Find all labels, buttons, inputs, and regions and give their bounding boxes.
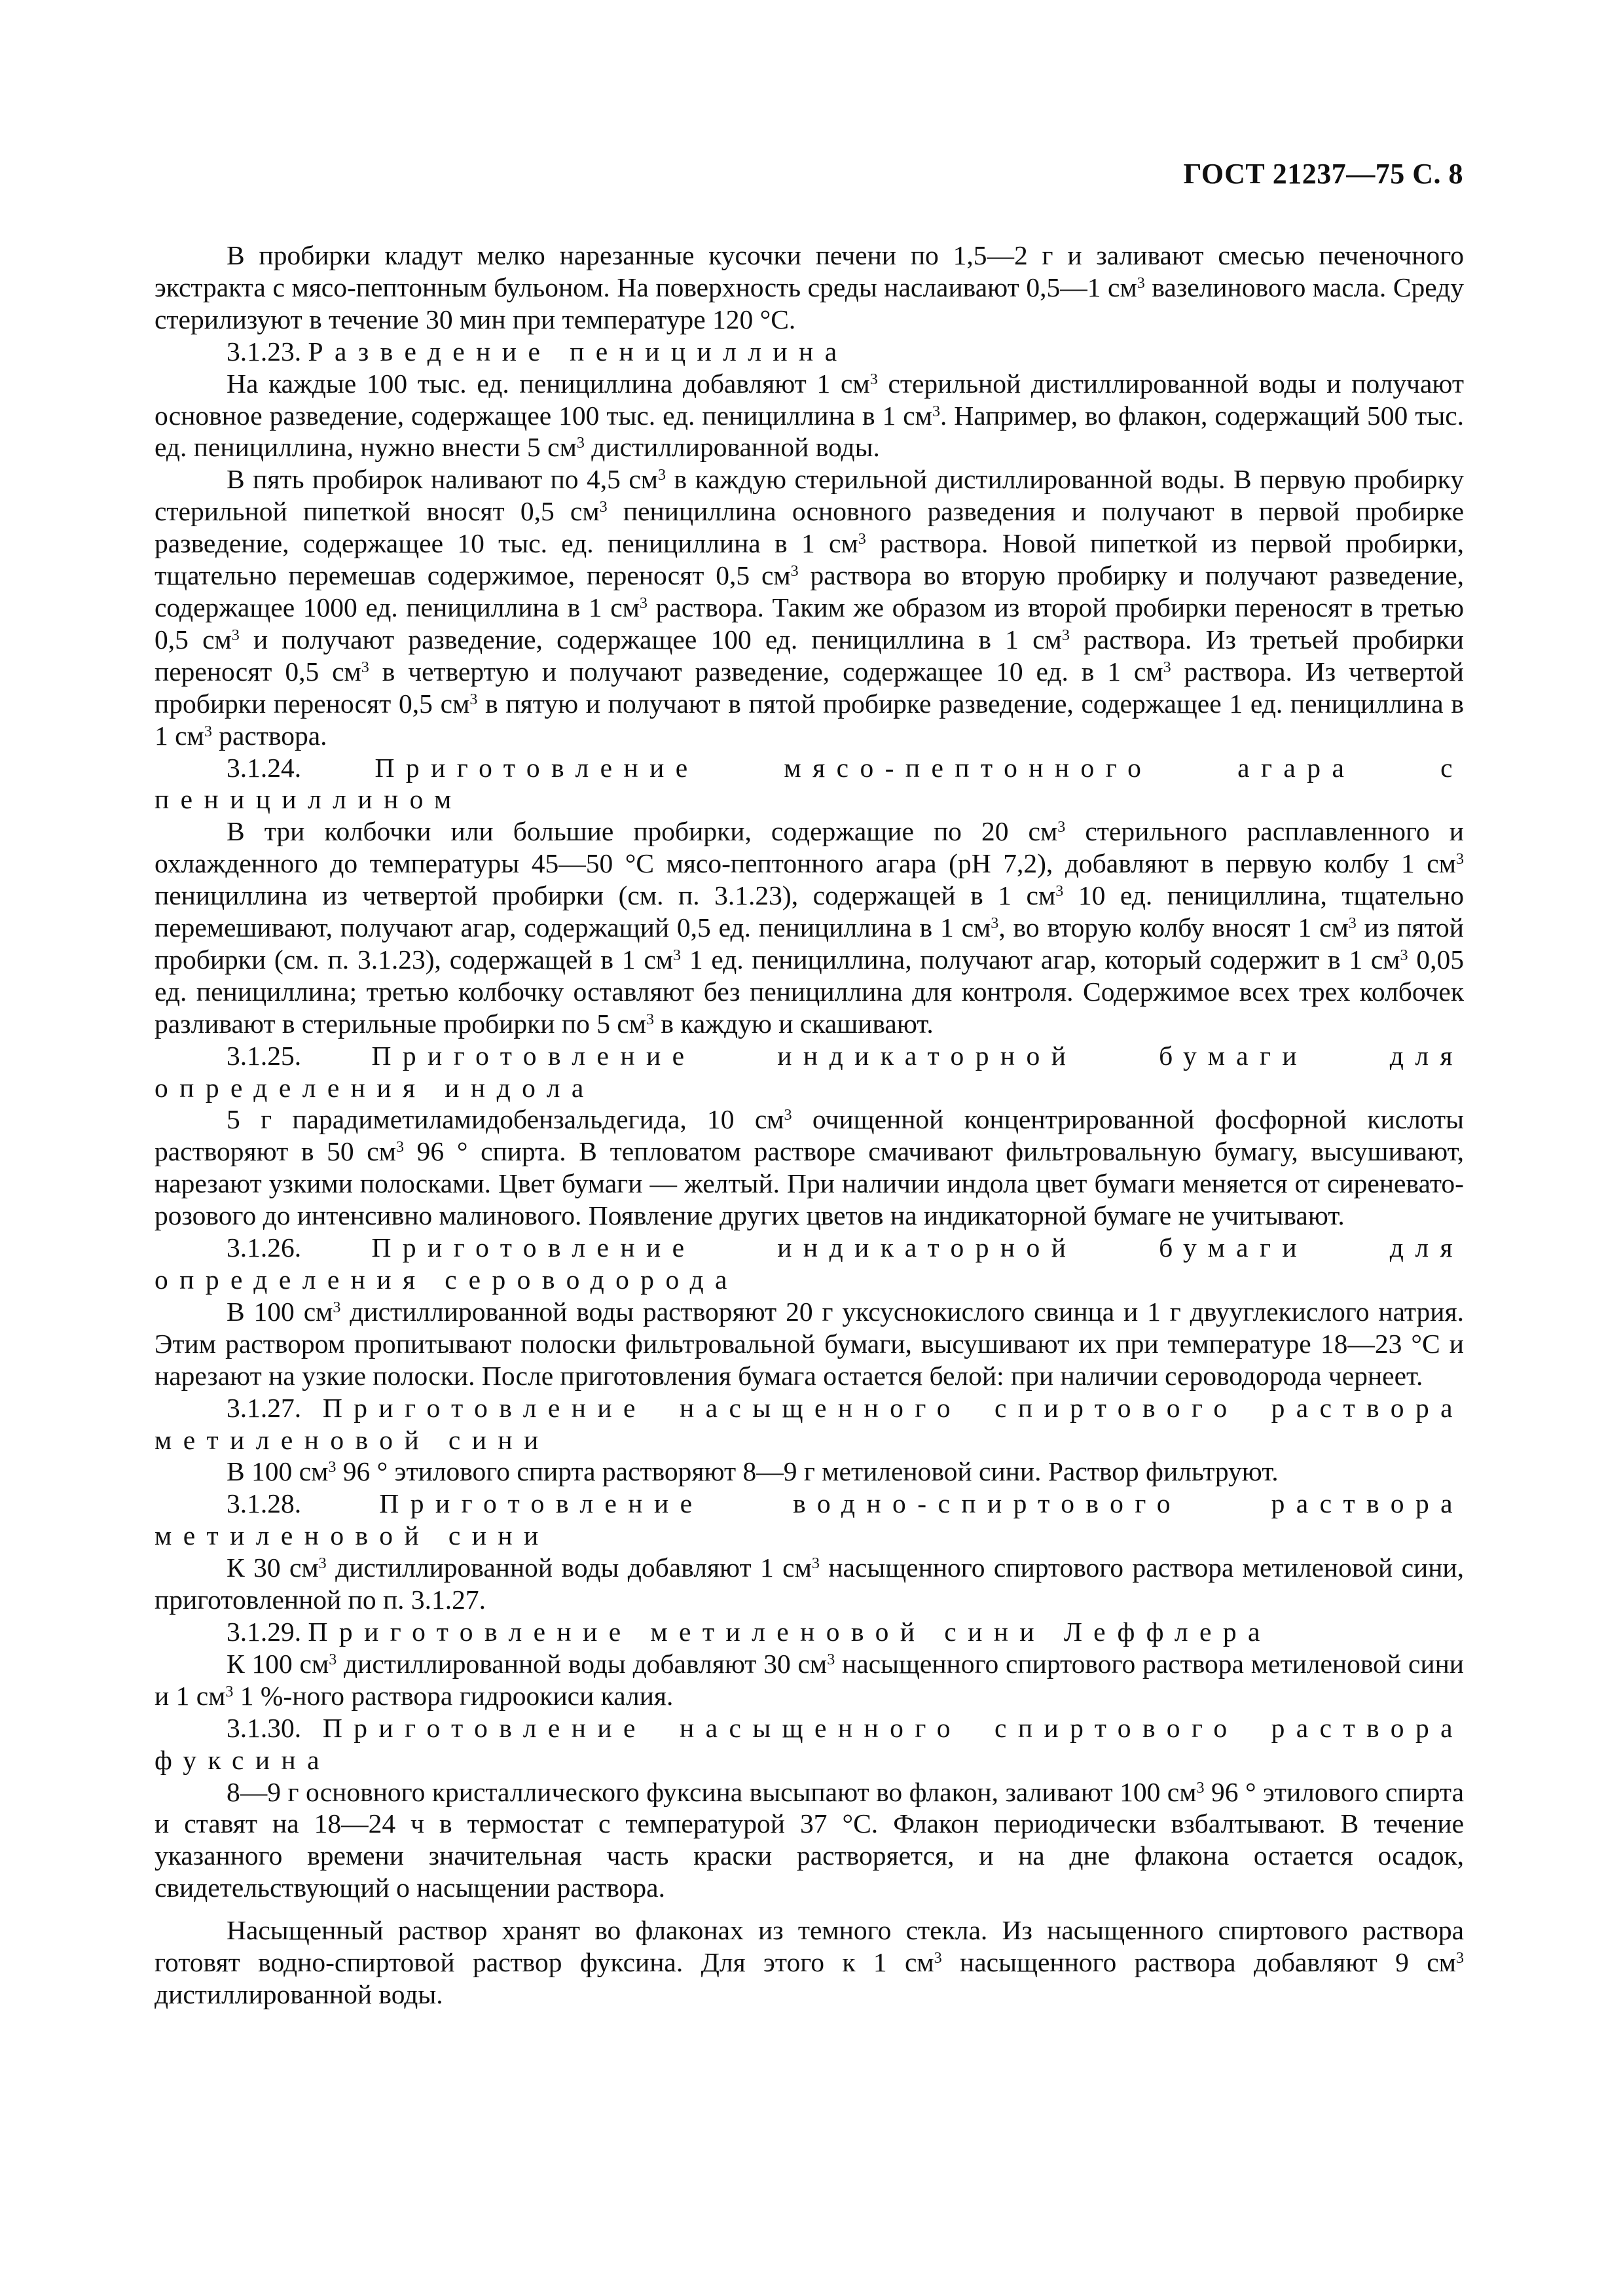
section-heading xyxy=(155,336,1464,368)
page-header: ГОСТ 21237—75 С. 8 xyxy=(1183,158,1463,190)
body-paragraph: В 100 $см^3$ 96 ° этилового спирта растворяют 8—9 г метиленовой сини. Раствор фильтруют. xyxy=(227,1456,1279,1487)
section-heading xyxy=(155,1488,1464,1552)
body-paragraph: В пробирки кладут мелко нарезанные кусочки печени по 1,5—2 г и заливают смесью печеночного экстракта с мясо-пептонным бульоном. На поверхность среды наслаивают 0,5—1 $см^3$ вазелинового масла. Среду стерилизуют в течение 30 мин при температуре 120 °C. xyxy=(155,240,1464,334)
body-paragraph: В пять пробирок наливают по 4,5 $см^3$ в каждую стерильной дистиллированной воды. В первую пробирку стерильной пипеткой вносят 0,5 $см^3$ пенициллина основного разведения и получают в первой пробирке разведение, содержащее 10 тыс. ед. пенициллина в 1 $см^3$ раствора. Новой пипеткой из первой пробирки, тщательно перемешав содержимое, переносят 0,5 $см^3$ раствора во вторую пробирку и получают разведение, содержащее 1000 ед. пенициллина в 1 $см^3$ раствора. Таким же образом из второй пробирки переносят в третью 0,5 $см^3$ и получают разведение, содержащее 100 ед. пенициллина в 1 $см^3$ раствора. Из третьей пробирки переносят 0,5 $см^3$ в четвертую и получают разведение, содержащее 10 ед. в 1 $см^3$ раствора. Из четвертой пробирки переносят 0,5 $см^3$ в пятую и получают в пятой пробирке разведение, содержащее 1 ед. пенициллина в 1 $см^3$ раствора. xyxy=(155,464,1465,751)
section-title: Приготовление индикаторной бумаги для определения индола xyxy=(155,1040,1465,1103)
section-title: Приготовление водно-спиртового раствора метиленовой сини xyxy=(155,1488,1465,1551)
section-number: 3.1.30. xyxy=(227,1712,323,1743)
body-paragraph: К 30 $см^3$ дистиллированной воды добавляют 1 $см^3$ насыщенного спиртового раствора метиленовой сини, приготовленной по п. 3.1.27. xyxy=(155,1552,1464,1615)
body-paragraph: На каждые 100 тыс. ед. пенициллина добавляют 1 $см^3$ стерильной дистиллированной воды и получают основное разведение, содержащее 100 тыс. ед. пенициллина в 1 $см^3$. Например, во флакон, содержащий 500 тыс. ед. пенициллина, нужно внести 5 $см^3$ дистиллированной воды. xyxy=(155,368,1465,463)
section-number: 3.1.26. xyxy=(227,1232,372,1263)
section-title: Приготовление насыщенного спиртового раствора фуксина xyxy=(155,1712,1465,1775)
body-paragraph: Насыщенный раствор хранят во флаконах из темного стекла. Из насыщенного спиртового раствора готовят водно-спиртовой раствор фуксина. Для этого к 1 $см^3$ насыщенного раствора добавляют 9 $см^3$ дистиллированной воды. xyxy=(155,1915,1464,2009)
section-heading xyxy=(155,1040,1464,1104)
body-paragraph: 5 г парадиметиламидобензальдегида, 10 $см^3$ очищенной концентрированной фосфорной кислоты растворяют в 50 $см^3$ 96 ° спирта. В тепловатом растворе смачивают фильтровальную бумагу, высушивают, нарезают узкими полосками. Цвет бумаги — желтый. При наличии индола цвет бумаги меняется от сиреневато-розового до интенсивно малинового. Появление других цветов на индикаторной бумаге не учитывают. xyxy=(155,1104,1464,1231)
body-paragraph: К 100 $см^3$ дистиллированной воды добавляют 30 $см^3$ насыщенного спиртового раствора метиленовой сини и 1 $см^3$ 1 %-ного раствора гидроокиси калия. xyxy=(155,1648,1464,1711)
section-number: 3.1.23. xyxy=(227,336,308,367)
section-heading xyxy=(155,1616,1464,1648)
section-number: 3.1.25. xyxy=(227,1040,372,1071)
section-title: Приготовление метиленовой сини Леффлера xyxy=(308,1616,1271,1647)
body-paragraph: 8—9 г основного кристаллического фуксина высыпают во флакон, заливают 100 $см^3$ 96 ° этилового спирта и ставят на 18—24 ч в термостат с температурой 37 °C. Флакон периодически взбалтывают. В течение указанного времени значительная часть краски растворяется, и на дне флакона остается осадок, свидетельствующий о насыщении раствора. xyxy=(155,1776,1464,1903)
section-title: Приготовление мясо-пептонного агара с пенициллином xyxy=(155,752,1464,815)
section-number: 3.1.29. xyxy=(227,1616,308,1647)
section-heading xyxy=(155,752,1464,816)
body-paragraph: В 100 $см^3$ дистиллированной воды растворяют 20 г уксуснокислого свинца и 1 г двууглекислого натрия. Этим раствором пропитывают полоски фильтровальной бумаги, высушивают их при температуре 18—23 °C и нарезают на узкие полоски. После приготовления бумага остается белой: при наличии сероводорода чернеет. xyxy=(155,1296,1464,1391)
section-title: Приготовление индикаторной бумаги для определения сероводорода xyxy=(155,1232,1465,1295)
section-number: 3.1.27. xyxy=(227,1392,323,1423)
document-body xyxy=(155,240,1464,2011)
section-heading xyxy=(155,1232,1464,1296)
section-title: Приготовление насыщенного спиртового раствора метиленовой сини xyxy=(155,1392,1465,1455)
body-paragraph: В три колбочки или большие пробирки, содержащие по 20 $см^3$ стерильного расплавленного и охлажденного до температуры 45—50 °C мясо-пептонного агара (pH 7,2), добавляют в первую колбу 1 $см^3$ пенициллина из четвертой пробирки (см. п. 3.1.23), содержащей в 1 $см^3$ 10 ед. пенициллина, тщательно перемешивают, получают агар, содержащий 0,5 ед. пенициллина в 1 $см^3$, во вторую колбу вносят 1 $см^3$ из пятой пробирки (см. п. 3.1.23), содержащей в 1 $см^3$ 1 ед. пенициллина, получают агар, который содержит в 1 $см^3$ 0,05 ед. пенициллина; третью колбочку оставляют без пенициллина для контроля. Содержимое всех трех колбочек разливают в стерильные пробирки по 5 $см^3$ в каждую и скашивают. xyxy=(155,816,1465,1039)
section-heading xyxy=(155,1392,1464,1456)
section-number: 3.1.28. xyxy=(227,1488,380,1519)
section-heading xyxy=(155,1712,1464,1776)
section-title: Разведение пенициллина xyxy=(308,336,848,367)
section-number: 3.1.24. xyxy=(227,752,375,783)
